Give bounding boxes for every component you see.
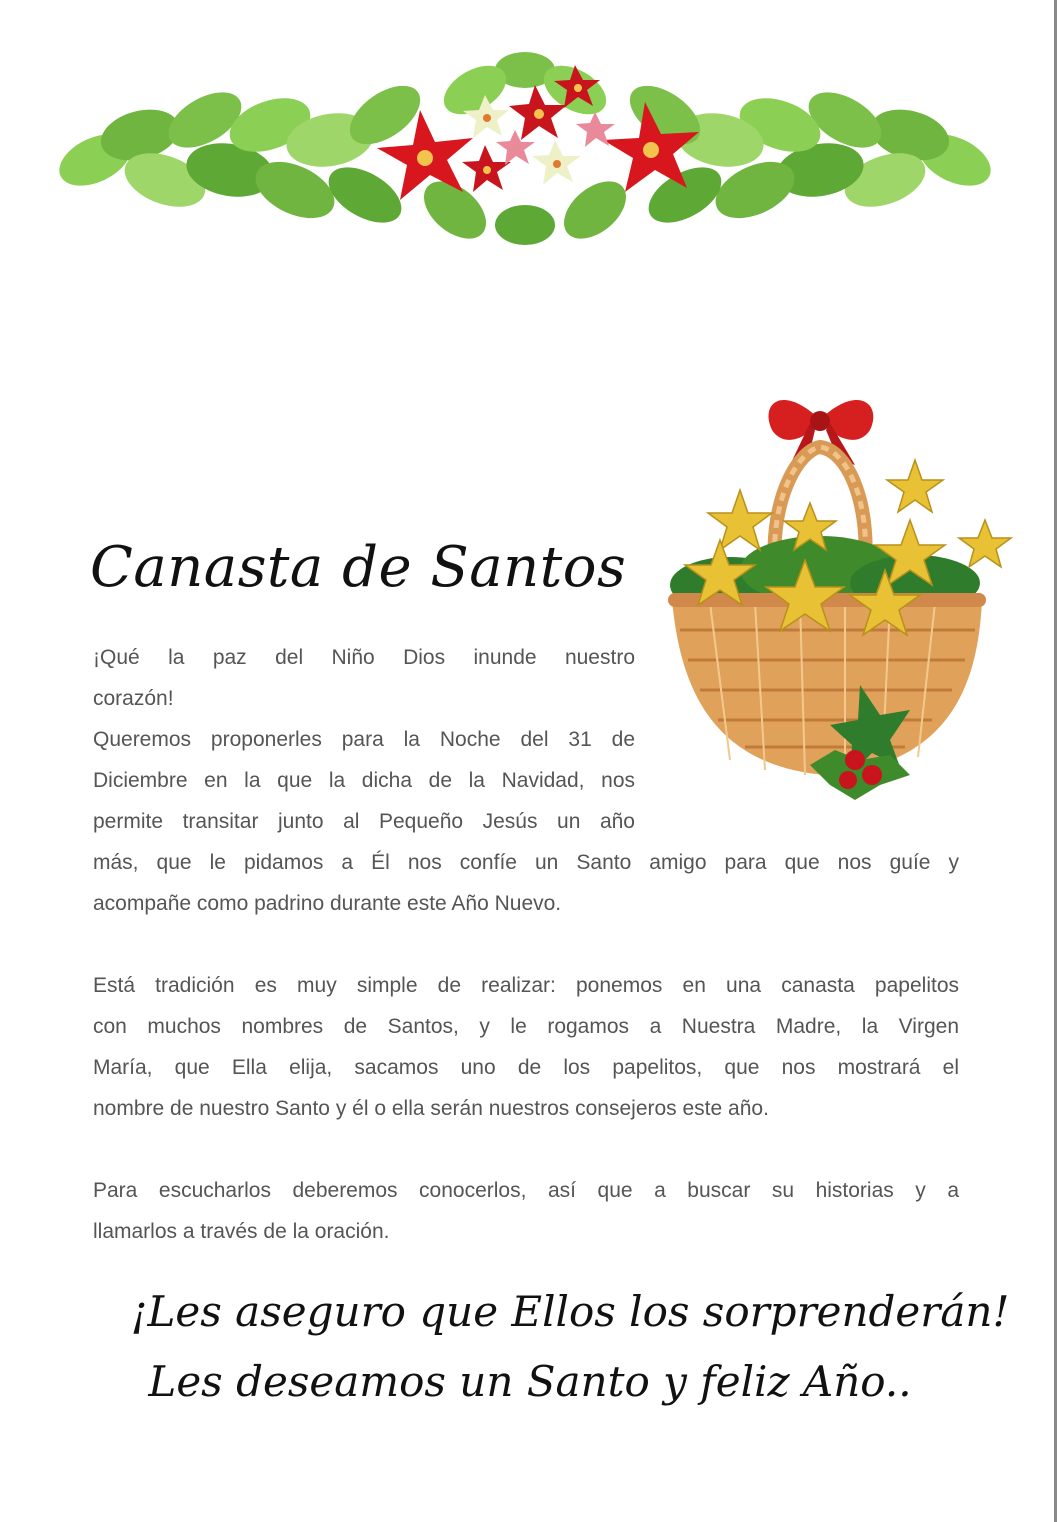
listening-paragraph [93,1170,959,1252]
closing-line-1: ¡Les aseguro que Ellos los sorprenderán! [130,1287,1010,1336]
listening-line-1: Para escucharlos deberemos conocerlos, así que a buscar su historias y a [93,1179,959,1202]
star-basket-illustration [660,355,1020,820]
garland-leaves-right [620,74,995,234]
intro-paragraph [93,637,635,842]
bow-icon [769,400,874,465]
garland-leaves-left [55,74,430,234]
intro-line-5: permite transitar junto al Pequeño Jesús un año [93,810,635,833]
closing-line-2: Les deseamos un Santo y feliz Año.. [148,1357,912,1406]
tradition-line-4: nombre de nuestro Santo y él o ella serán nuestros consejeros este año. [93,1097,769,1120]
tradition-paragraph [93,965,959,1129]
poinsettia-garland [55,30,995,250]
tradition-line-2: con muchos nombres de Santos, y le rogamos a Nuestra Madre, la Virgen [93,1015,959,1038]
intro-paragraph-continued [93,842,959,924]
listening-line-2: llamarlos a través de la oración. [93,1220,390,1243]
tradition-line-1: Está tradición es muy simple de realizar: ponemos en una canasta papelitos [93,974,959,997]
intro-line-7: acompañe como padrino durante este Año Nuevo. [93,892,562,915]
intro-line-1: ¡Qué la paz del Niño Dios inunde nuestro [93,646,635,669]
intro-line-3: Queremos proponerles para la Noche del 31 de [93,728,635,751]
intro-line-6: más, que le pidamos a Él nos confíe un Santo amigo para que nos guíe y [93,851,959,874]
tradition-line-3: María, que Ella elija, sacamos uno de los papelitos, que nos mostrará el [93,1056,959,1079]
intro-line-2: corazón! [93,687,174,710]
page-title: Canasta de Santos [90,535,627,600]
intro-line-4: Diciembre en la que la dicha de la Navidad, nos [93,769,635,792]
